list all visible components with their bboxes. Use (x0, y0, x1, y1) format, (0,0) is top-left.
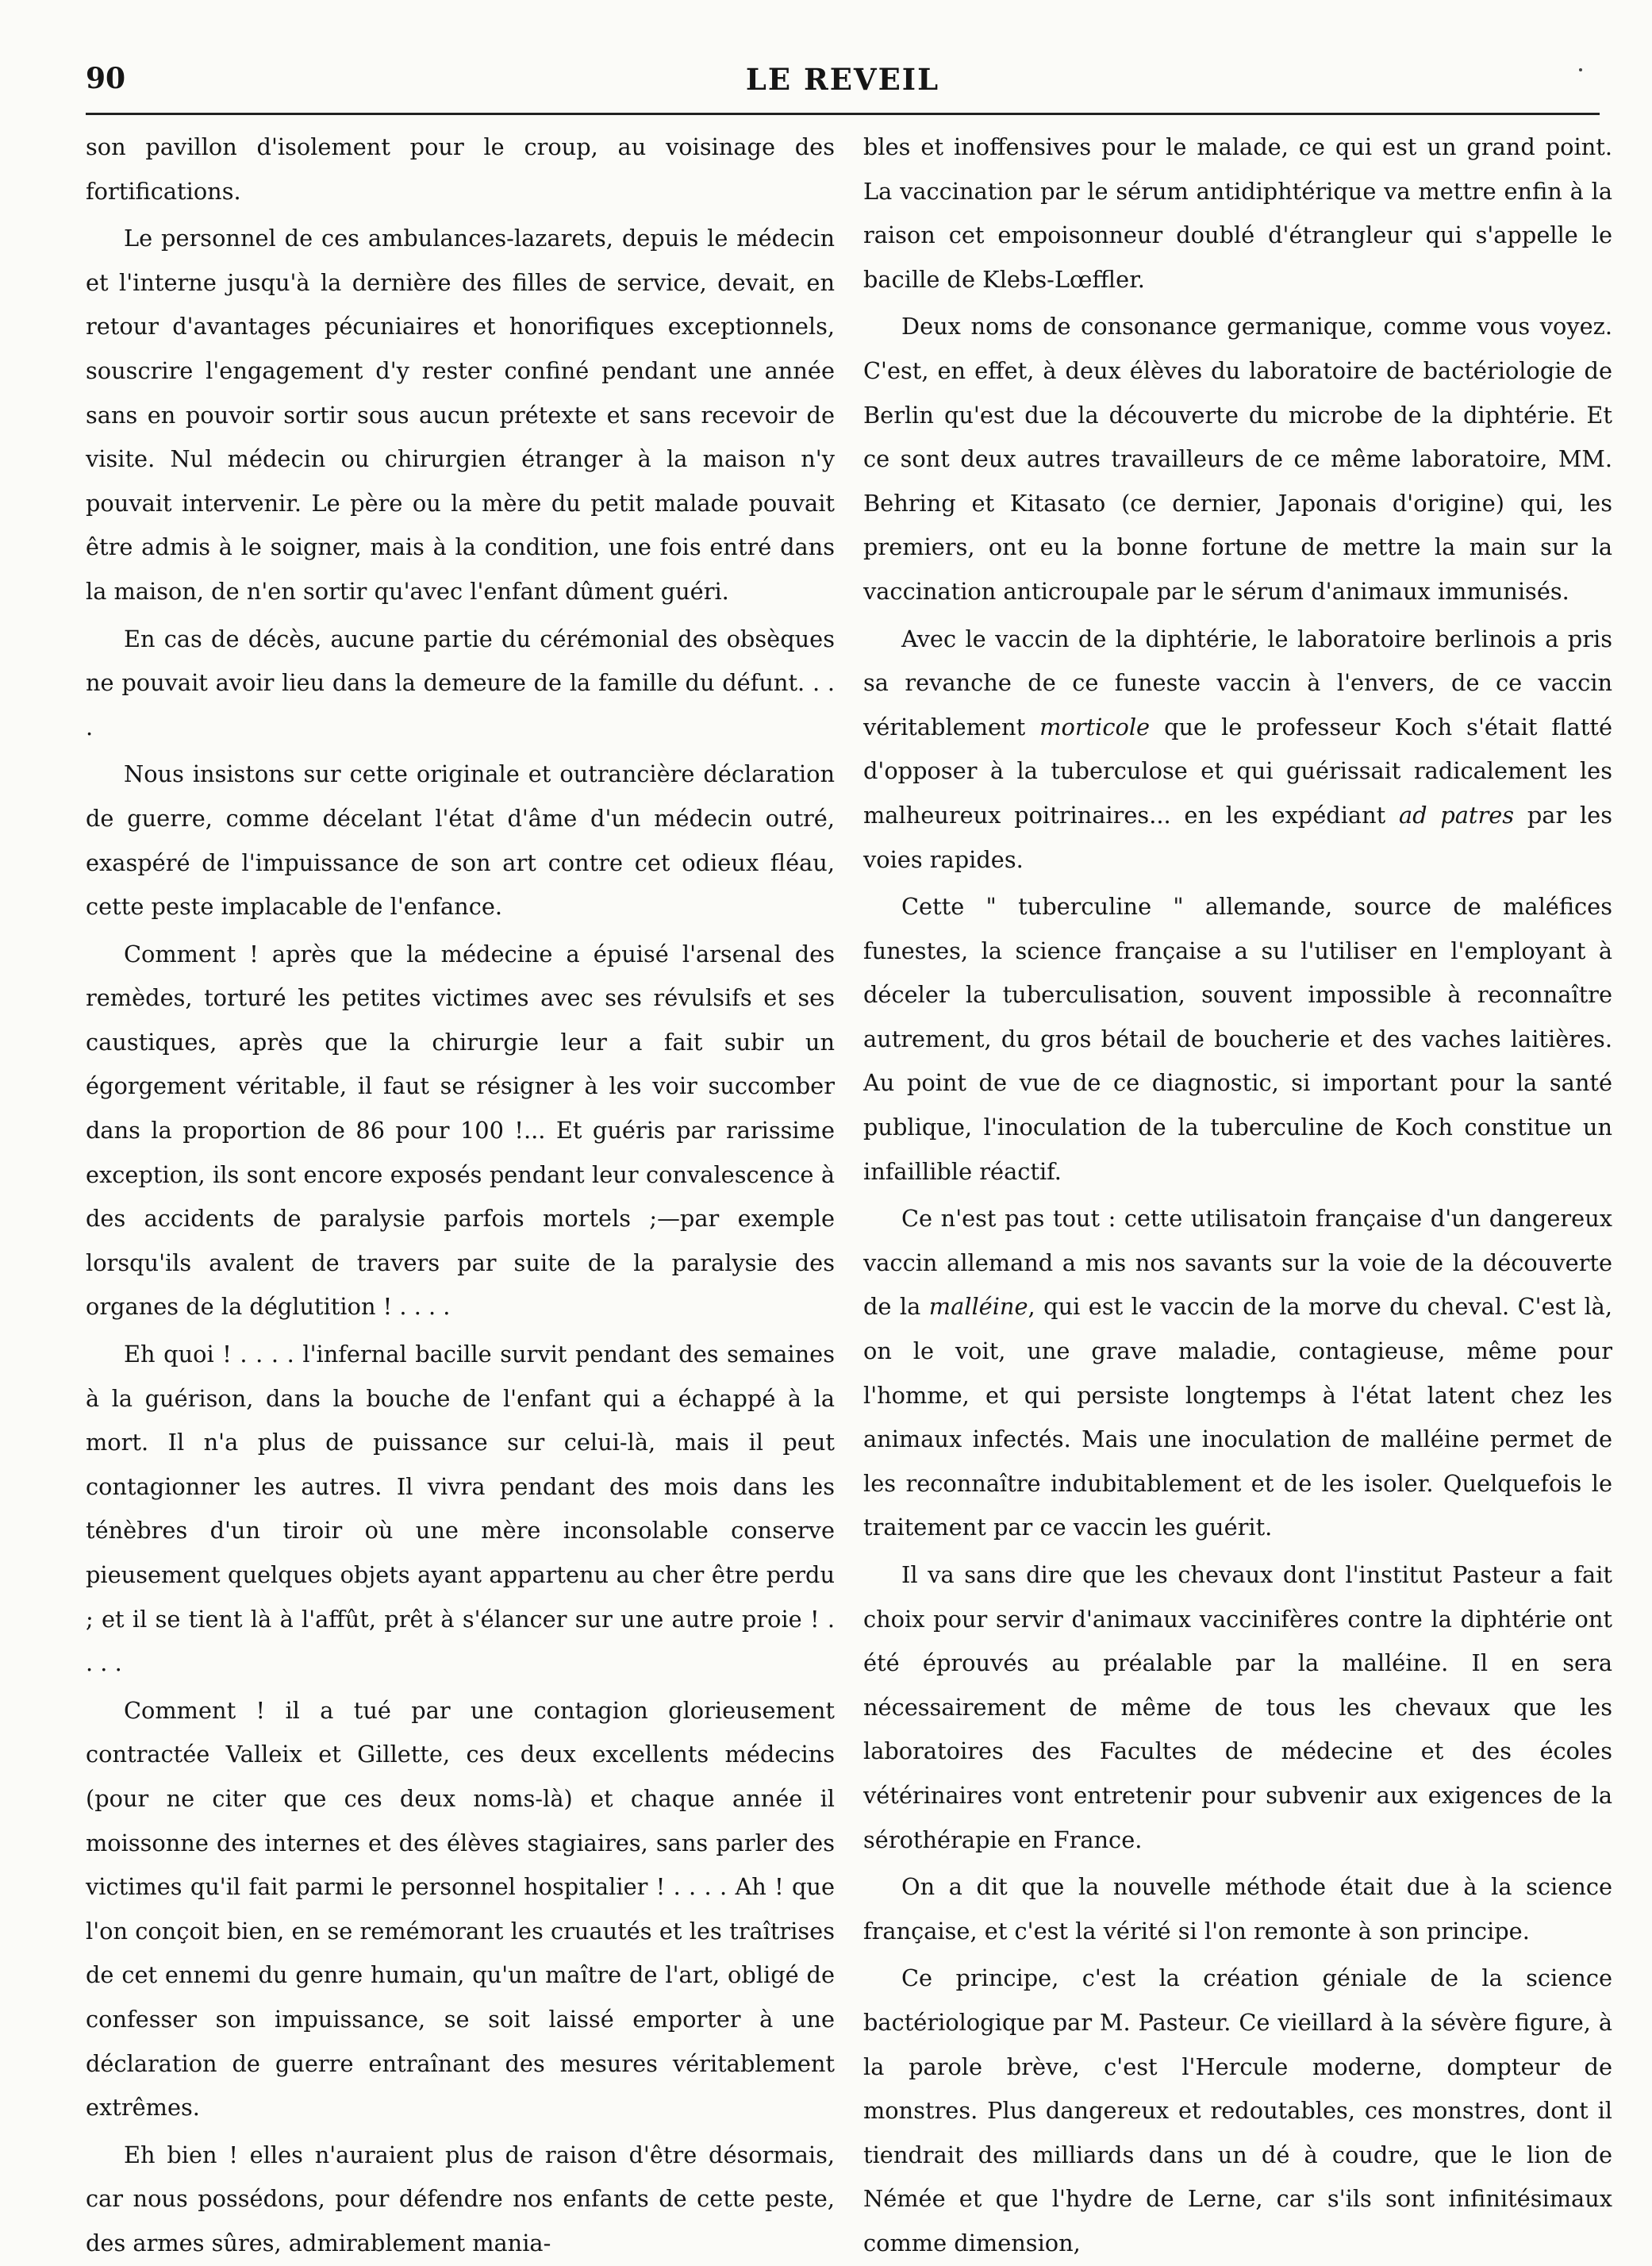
text-run: Ce n'est pas tout : cette utilisatoin française d'un dangereux vaccin allemand a mis nos savants sur la voie de la découverte de la (863, 1205, 1612, 1321)
text-run: , qui est le vaccin de la morve du cheval. C'est là, on le voit, une grave maladie, contagieuse, même pour l'homme, et qui persiste longtemps à l'état latent chez les animaux infectés. Mais une inoculation de malléine permet de les reconnaître indubitablement et de les isoler. Quelquefois le traitement par ce vaccin les guérit. (863, 1293, 1612, 1541)
paragraph: Cette " tuberculine " allemande, source de maléfices funestes, la science française a su l'utiliser en l'employant à déceler la tuberculisation, souvent impossible à reconnaître autrement, du gros bétail de boucherie et des vaches laitières. Au point de vue de ce diagnostic, si important pour la santé publique, l'inoculation de la tuberculine de Koch constitue un infaillible réactif. (863, 893, 1612, 1185)
text-run: par les voies rapides. (863, 801, 1612, 873)
paragraph: Il va sans dire que les chevaux dont l'institut Pasteur a fait choix pour servir d'animaux vaccinifères contre la diphtérie ont été éprouvés au préalable par la malléine. Il en sera nécessairement de même de tous les chevaux que les laboratoires des Facultes de médecine et des écoles vétérinaires vont entretenir pour subvenir aux exigences de la sérothérapie en France. (863, 1561, 1612, 1853)
italic-term: ad patres (1398, 801, 1515, 829)
page-number: 90 (86, 62, 126, 95)
margin-speck (1579, 68, 1582, 71)
header-rule (86, 113, 1600, 115)
page-header (86, 62, 1600, 110)
paragraph: Comment ! après que la médecine a épuisé l'arsenal des remèdes, torturé les petites victimes avec ses révulsifs et ses caustiques, après que la chirurgie leur a fait subir un égorgement véritable, il faut se résigner à les voir succomber dans la proportion de 86 pour 100 !... Et guéris par rarissime exception, ils sont encore exposés pendant leur convalescence à des accidents de paralysie parfois mortels ;—par exemple lorsqu'ils avalent de travers par suite de la paralysie des organes de la déglutition ! . . . . (86, 940, 835, 1321)
paragraph: En cas de décès, aucune partie du cérémonial des obsèques ne pouvait avoir lieu dans la demeure de la famille du défunt. . . . (86, 625, 835, 741)
paragraph: bles et inoffensives pour le malade, ce qui est un grand point. La vaccination par le sérum antidiphtérique va mettre enfin à la raison cet empoisonneur doublé d'étrangleur qui s'appelle le bacille de Klebs-Lœffler. (863, 133, 1612, 293)
paragraph: Ce principe, c'est la création géniale de la science bactériologique par M. Pasteur. Ce vieillard à la sévère figure, à la parole brève, c'est l'Hercule moderne, dompteur de monstres. Plus dangereux et redoutables, ces monstres, dont il tiendrait des milliards dans un dé à coudre, que le lion de Némée et que l'hydre de Lerne, car s'ils sont infinitésimaux comme dimension, (863, 1964, 1612, 2256)
paragraph: Le personnel de ces ambulances-lazarets, depuis le médecin et l'interne jusqu'à la dernière des filles de service, devait, en retour d'avantages pécuniaires et honorifiques exceptionnels, souscrire l'engagement d'y rester confiné pendant une année sans en pouvoir sortir sous aucun prétexte et sans recevoir de visite. Nul médecin ou chirurgien étranger à la maison n'y pouvait intervenir. Le père ou la mère du petit malade pouvait être admis à le soigner, mais à la condition, une fois entré dans la maison, de n'en sortir qu'avec l'enfant dûment guéri. (86, 225, 835, 605)
paragraph: Nous insistons sur cette originale et outrancière déclaration de guerre, comme décelant l'état d'âme d'un médecin outré, exaspéré de l'impuissance de son art contre cet odieux fléau, cette peste implacable de l'enfance. (86, 760, 835, 921)
italic-term: malléine (928, 1293, 1028, 1321)
paragraph: Eh bien ! elles n'auraient plus de raison d'être désormais, car nous possédons, pour défendre nos enfants de cette peste, des armes sûres, admirablement mania- (86, 2141, 835, 2256)
paragraph (863, 617, 1612, 883)
paragraph (863, 1197, 1612, 1550)
running-title: LE REVEIL (745, 62, 940, 97)
text-run: Avec le vaccin de la diphtérie, le laboratoire berlinois a pris sa revanche de ce funeste vaccin à l'envers, de ce vaccin véritablement (863, 625, 1612, 741)
left-column (86, 125, 835, 2256)
italic-term: morticole (1039, 713, 1151, 741)
text-run: que le professeur Koch s'était flatté d'opposer à la tuberculose et qui guérissait radicalement les malheureux poitrinaires... en les expédiant (863, 713, 1612, 829)
paragraph: On a dit que la nouvelle méthode était due à la science française, et c'est la vérité si l'on remonte à son principe. (863, 1873, 1612, 1945)
paragraph: Eh quoi ! . . . . l'infernal bacille survit pendant des semaines à la guérison, dans la bouche de l'enfant qui a échappé à la mort. Il n'a plus de puissance sur celui-là, mais il peut contagionner les autres. Il vivra pendant des mois dans les ténèbres d'un tiroir où une mère inconsolable conserve pieusement quelques objets ayant appartenu au cher être perdu ; et il se tient là à l'affût, prêt à s'élancer sur une autre proie ! . . . . (86, 1341, 835, 1677)
paragraph: Deux noms de consonance germanique, comme vous voyez. C'est, en effet, à deux élèves du laboratoire de bactériologie de Berlin qu'est due la découverte du microbe de la diphtérie. Et ce sont deux autres travailleurs de ce même laboratoire, MM. Behring et Kitasato (ce dernier, Japonais d'origine) qui, les premiers, ont eu la bonne fortune de mettre la main sur la vaccination anticroupale par le sérum d'animaux immunisés. (863, 313, 1612, 605)
paragraph: son pavillon d'isolement pour le croup, au voisinage des fortifications. (86, 133, 835, 205)
paragraph: Comment ! il a tué par une contagion glorieusement contractée Valleix et Gillette, ces deux excellents médecins (pour ne citer que ces deux noms-là) et chaque année il moissonne des internes et des élèves stagiaires, sans parler des victimes qu'il fait parmi le personnel hospitalier ! . . . . Ah ! que l'on conçoit bien, en se remémorant les cruautés et les traîtrises de cet ennemi du genre humain, qu'un maître de l'art, obligé de confesser son impuissance, se soit laissé emporter à une déclaration de guerre entraînant des mesures véritablement extrêmes. (86, 1696, 835, 2122)
right-column (863, 125, 1612, 2256)
